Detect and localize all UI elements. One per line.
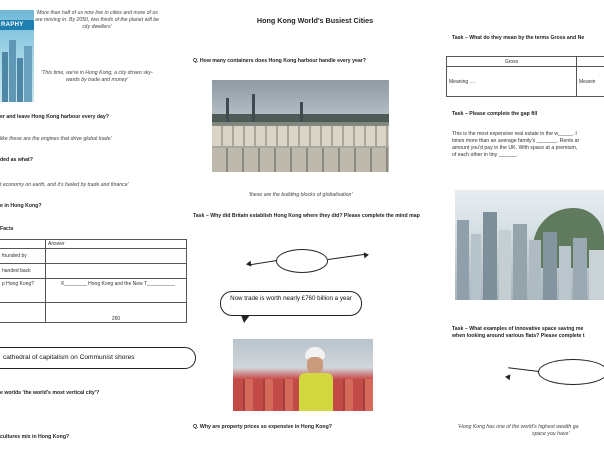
quote-economy: t economy on earth, and it's fueled by trade and finance' <box>0 182 129 188</box>
skyscraper <box>483 212 497 300</box>
skyscraper <box>513 224 527 300</box>
facts-table-corner <box>0 240 46 249</box>
mind-map-centre[interactable] <box>276 249 328 273</box>
task-gap-fill: Task – Please complete the gap fill <box>452 111 538 117</box>
table-row-answer[interactable]: K________ Hong Kong and the New T__________ <box>46 279 187 303</box>
caption-building-blocks: 'these are the building blocks of globalisation' <box>248 192 353 198</box>
skyscraper <box>457 220 469 300</box>
hong-kong-skyline-photo <box>455 190 604 300</box>
table-row-question: founded by <box>0 249 46 264</box>
skyscraper <box>543 232 557 300</box>
task-space-saving-2: when looking around various flats? Please complete t <box>452 333 585 339</box>
bubble-tail-icon <box>241 315 250 323</box>
mind-map-centre-right[interactable] <box>538 359 604 385</box>
thumbnail-building <box>2 52 8 102</box>
question-harbour-ships: er and leave Hong Kong harbour every day? <box>0 114 109 120</box>
mind-map-arrow-left-right <box>508 367 539 372</box>
skyscraper <box>559 246 571 300</box>
gross-meaning-cell[interactable]: Meaning .... <box>447 67 577 97</box>
hi-vis-vest <box>299 373 333 411</box>
question-live-in-hk: e in Hong Kong? <box>0 203 42 209</box>
mind-map-arrow-left <box>249 260 277 265</box>
gross-net-table-header: Gross <box>447 57 577 67</box>
arrowhead-right-icon <box>364 252 370 259</box>
container-stacks <box>212 126 389 146</box>
presenter-photo <box>233 339 373 411</box>
table-row-answer[interactable]: 260 <box>46 303 187 323</box>
facts-table <box>0 239 187 323</box>
table-row-question <box>0 303 46 323</box>
question-regarded-as: ded as what? <box>0 157 33 163</box>
gap-fill-line-1: This is the most expensive real estate in the w_____. I <box>452 131 577 137</box>
thumbnail-building <box>24 46 32 102</box>
gap-fill-line-4: of each other in tiny ______. <box>452 152 518 158</box>
gap-fill-line-3: amount you'd pay in the UK. With space at a premium, <box>452 145 578 151</box>
worksheet-thumbnail-image <box>0 10 34 102</box>
quote-wealth-gap: 'Hong Kong has one of the world's highest wealth ga <box>458 424 579 430</box>
crane <box>226 98 229 122</box>
presenter-face <box>307 357 323 373</box>
speech-bubble-capitalism: cathedral of capitalism on Communist shores <box>0 347 196 369</box>
quote-cities-growth: 'More than half of us now live in cities and more of us are moving in. By 2050, two thirds of the planet will be city dwellers' <box>35 10 159 31</box>
arrowhead-left-icon <box>246 261 252 268</box>
question-vertical-city: e worlds 'the world's most vertical city'? <box>0 390 100 396</box>
quote-engines: like these are the engines that drive global trade' <box>0 136 112 142</box>
harbour-container-photo <box>212 80 389 172</box>
speech-bubble-trade-value: Now trade is worth nearly £760 billion a year <box>220 291 362 316</box>
container-stacks <box>212 148 389 172</box>
mind-map-arrow-right <box>328 254 366 260</box>
skyscraper <box>529 240 541 300</box>
table-row-question: p Hong Kong? <box>0 279 46 303</box>
thumbnail-building <box>9 40 16 102</box>
table-row-answer[interactable] <box>46 249 187 264</box>
thumbnail-building <box>17 58 23 102</box>
net-meaning-cell[interactable]: Meanin <box>577 67 604 97</box>
thumbnail-banner: RAPHY <box>0 20 34 30</box>
table-row-answer[interactable] <box>46 264 187 279</box>
page-title: Hong Kong World's Busiest Cities <box>256 16 374 25</box>
quote-wealth-gap-2: space you have' <box>532 431 570 437</box>
crane <box>300 102 303 122</box>
crane <box>252 94 255 122</box>
question-property-prices: Q. Why are property prices so expensive in Hong Kong? <box>193 424 332 430</box>
question-containers: Q. How many containers does Hong Kong harbour handle every year? <box>193 58 366 64</box>
facts-label: Facts <box>0 226 14 232</box>
task-space-saving: Task – What examples of innovative space saving me <box>452 326 584 332</box>
task-britain-mind-map: Task – Why did Britain establish Hong Kong where they did? Please complete the mind map <box>193 213 420 219</box>
gap-fill-line-2: times more than an average family's _______. Rents ar <box>452 138 580 144</box>
table-row-question: handed back <box>0 264 46 279</box>
facts-table-header: Answer <box>46 240 187 249</box>
quote-sky-wards: 'This time, we're in Hong Kong, a city driven sky-wards by trade and money' <box>41 70 153 84</box>
skyscraper <box>589 250 604 300</box>
skyscraper <box>471 234 481 300</box>
task-gross-net: Task – What do they mean by the terms Gross and Ne <box>452 35 585 41</box>
gross-net-table-header-cell <box>577 57 604 67</box>
arrowhead-left-icon <box>505 374 511 381</box>
skyscraper <box>573 238 587 300</box>
skyscraper <box>499 230 511 300</box>
gross-net-table <box>446 56 604 97</box>
question-cultures-mix: cultures mix in Hong Kong? <box>0 434 70 440</box>
